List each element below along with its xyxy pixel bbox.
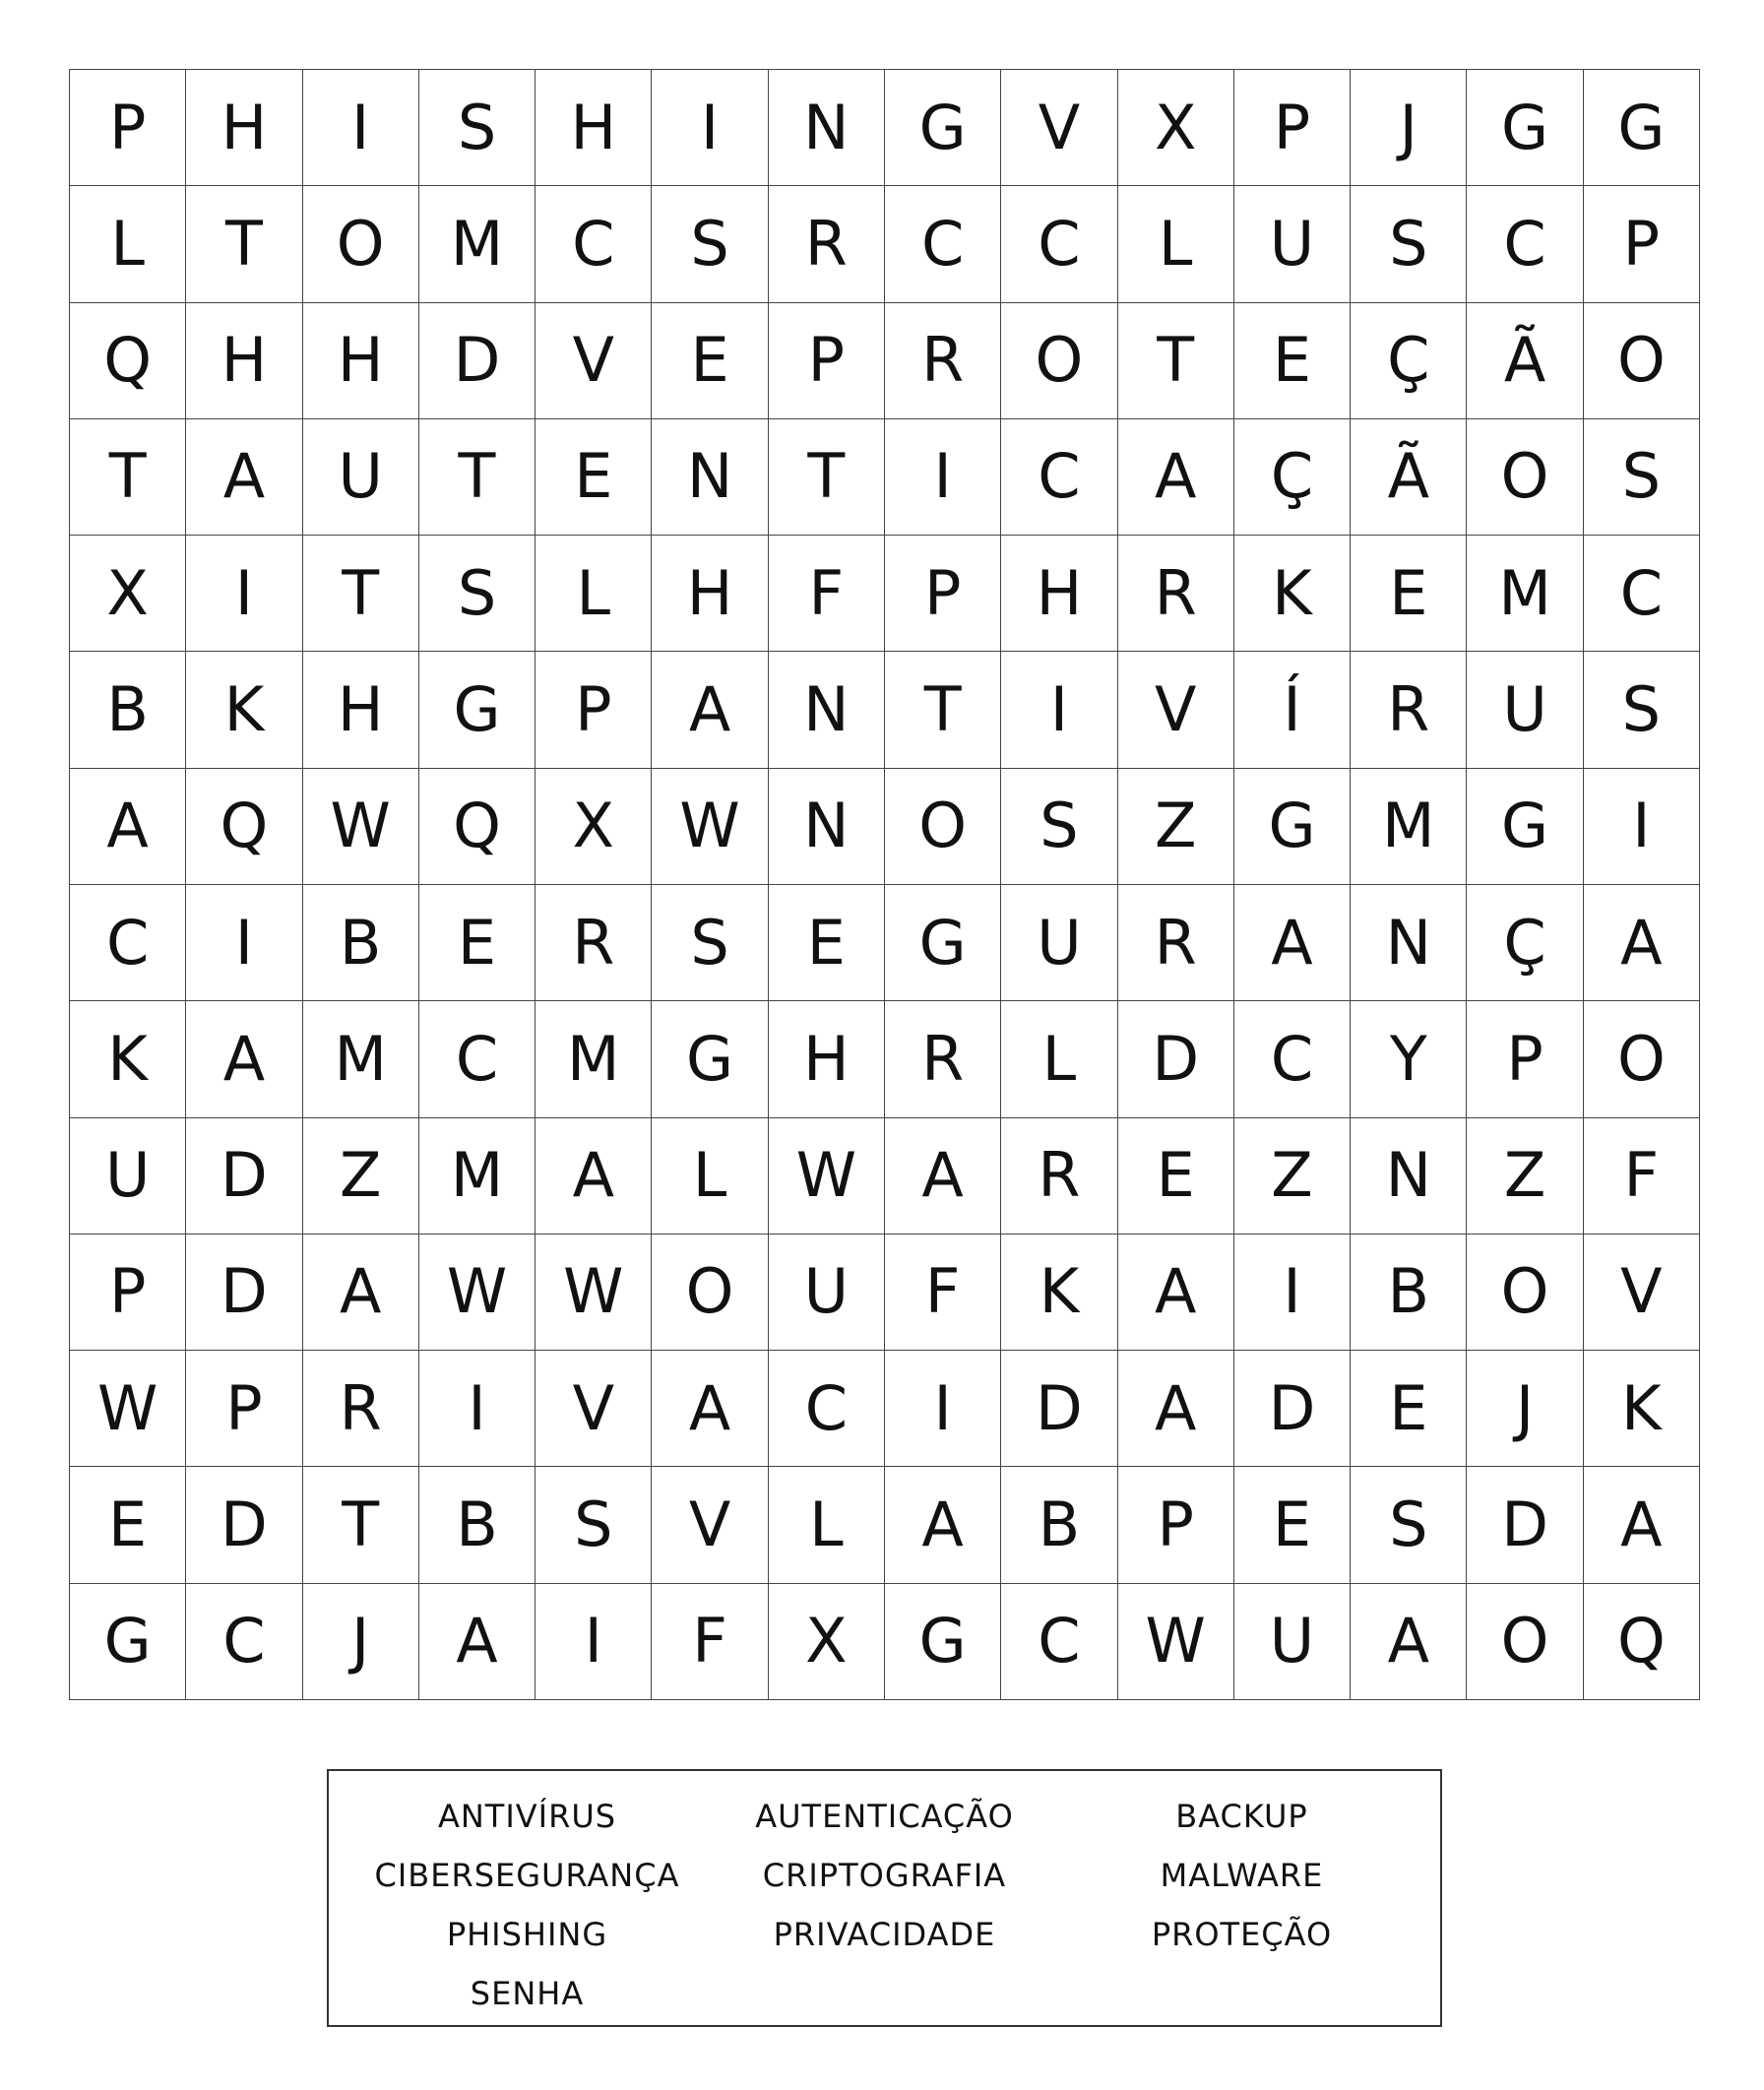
grid-cell[interactable]: Q <box>70 303 186 419</box>
grid-cell[interactable]: S <box>1584 419 1700 536</box>
grid-cell[interactable]: B <box>1001 1467 1117 1583</box>
grid-cell[interactable]: O <box>1467 1584 1583 1700</box>
grid-cell[interactable]: G <box>885 70 1001 186</box>
grid-cell[interactable]: F <box>1584 1118 1700 1235</box>
grid-cell[interactable]: A <box>1584 885 1700 1001</box>
grid-cell[interactable]: R <box>303 1351 419 1467</box>
grid-cell[interactable]: X <box>1118 70 1234 186</box>
grid-cell[interactable]: T <box>885 652 1001 768</box>
grid-cell[interactable]: T <box>186 186 302 302</box>
word-bank-word: CIBERSEGURANÇA <box>374 1857 680 1894</box>
grid-cell[interactable]: N <box>769 70 885 186</box>
grid-cell[interactable]: U <box>70 1118 186 1235</box>
word-search-grid <box>69 69 1700 1700</box>
grid-cell[interactable]: U <box>303 419 419 536</box>
grid-cell[interactable]: F <box>885 1235 1001 1351</box>
grid-cell[interactable]: I <box>885 419 1001 536</box>
grid-cell[interactable]: M <box>1351 769 1467 885</box>
grid-cell[interactable]: J <box>1351 70 1467 186</box>
grid-cell[interactable]: A <box>1234 885 1351 1001</box>
grid-cell[interactable]: O <box>652 1235 768 1351</box>
grid-cell[interactable]: C <box>1467 186 1583 302</box>
grid-cell[interactable]: U <box>1234 1584 1351 1700</box>
word-bank-word: MALWARE <box>1160 1857 1324 1894</box>
grid-cell[interactable]: E <box>1234 303 1351 419</box>
word-bank-word: PRIVACIDADE <box>773 1916 996 1953</box>
grid-cell[interactable]: L <box>1118 186 1234 302</box>
grid-cell[interactable]: Ç <box>1351 303 1467 419</box>
grid-cell[interactable]: Z <box>1118 769 1234 885</box>
grid-cell[interactable]: E <box>652 303 768 419</box>
grid-cell[interactable]: E <box>419 885 536 1001</box>
grid-cell[interactable]: P <box>1118 1467 1234 1583</box>
grid-cell[interactable]: S <box>1351 186 1467 302</box>
grid-cell[interactable]: A <box>1118 1351 1234 1467</box>
grid-cell[interactable]: M <box>303 1001 419 1117</box>
grid-cell[interactable]: R <box>1351 652 1467 768</box>
word-bank-word: SENHA <box>470 1975 585 2012</box>
grid-cell[interactable]: Ã <box>1467 303 1583 419</box>
grid-cell[interactable]: O <box>1584 1001 1700 1117</box>
grid-cell[interactable]: W <box>536 1235 652 1351</box>
grid-cell[interactable]: G <box>885 885 1001 1001</box>
grid-cell[interactable]: C <box>1584 536 1700 652</box>
grid-cell[interactable]: A <box>652 1351 768 1467</box>
grid-cell[interactable]: V <box>1001 70 1117 186</box>
grid-cell[interactable]: A <box>885 1467 1001 1583</box>
grid-cell[interactable]: V <box>536 1351 652 1467</box>
grid-cell[interactable]: A <box>186 1001 302 1117</box>
grid-cell[interactable]: X <box>769 1584 885 1700</box>
grid-cell[interactable]: E <box>1118 1118 1234 1235</box>
grid-cell[interactable]: V <box>1584 1235 1700 1351</box>
grid-cell[interactable]: K <box>70 1001 186 1117</box>
grid-cell[interactable]: G <box>419 652 536 768</box>
grid-cell[interactable]: S <box>1351 1467 1467 1583</box>
grid-cell[interactable]: D <box>1234 1351 1351 1467</box>
grid-cell[interactable]: Í <box>1234 652 1351 768</box>
grid-cell[interactable]: I <box>419 1351 536 1467</box>
word-bank-word: AUTENTICAÇÃO <box>755 1798 1014 1835</box>
grid-cell[interactable]: S <box>536 1467 652 1583</box>
grid-cell[interactable]: R <box>1118 885 1234 1001</box>
grid-cell[interactable]: C <box>536 186 652 302</box>
grid-cell[interactable]: C <box>70 885 186 1001</box>
grid-cell[interactable]: W <box>303 769 419 885</box>
grid-cell[interactable]: G <box>1467 70 1583 186</box>
grid-cell[interactable]: H <box>186 303 302 419</box>
grid-cell[interactable]: I <box>186 885 302 1001</box>
grid-cell[interactable]: C <box>186 1584 302 1700</box>
grid-cell[interactable]: H <box>303 303 419 419</box>
grid-cell[interactable]: F <box>769 536 885 652</box>
word-bank-word: PROTEÇÃO <box>1151 1916 1333 1953</box>
grid-cell[interactable]: P <box>70 70 186 186</box>
grid-cell[interactable]: B <box>70 652 186 768</box>
grid-cell[interactable]: C <box>1234 1001 1351 1117</box>
grid-cell[interactable]: I <box>536 1584 652 1700</box>
grid-cell[interactable]: P <box>885 536 1001 652</box>
grid-cell[interactable]: J <box>1467 1351 1583 1467</box>
grid-cell[interactable]: Z <box>1234 1118 1351 1235</box>
grid-cell[interactable]: A <box>1351 1584 1467 1700</box>
grid-cell[interactable]: B <box>419 1467 536 1583</box>
word-bank-word: PHISHING <box>446 1916 608 1953</box>
grid-cell[interactable]: O <box>1584 303 1700 419</box>
grid-cell[interactable]: E <box>769 885 885 1001</box>
grid-cell[interactable]: T <box>769 419 885 536</box>
grid-cell[interactable]: H <box>652 536 768 652</box>
word-bank-word: BACKUP <box>1175 1798 1308 1835</box>
grid-cell[interactable]: C <box>1001 186 1117 302</box>
grid-cell[interactable]: A <box>652 652 768 768</box>
grid-cell[interactable]: T <box>419 419 536 536</box>
grid-cell[interactable]: Y <box>1351 1001 1467 1117</box>
grid-cell[interactable]: R <box>536 885 652 1001</box>
word-bank <box>327 1769 1442 2027</box>
grid-cell[interactable]: S <box>652 885 768 1001</box>
grid-cell[interactable]: Ã <box>1351 419 1467 536</box>
word-bank-word: CRIPTOGRAFIA <box>762 1857 1007 1894</box>
grid-cell[interactable]: P <box>70 1235 186 1351</box>
grid-cell[interactable]: N <box>1351 885 1467 1001</box>
grid-cell[interactable]: R <box>769 186 885 302</box>
grid-cell[interactable]: T <box>303 1467 419 1583</box>
word-bank-column <box>1065 1787 1418 2025</box>
grid-cell[interactable]: R <box>885 1001 1001 1117</box>
grid-cell[interactable]: D <box>186 1467 302 1583</box>
grid-cell[interactable]: T <box>70 419 186 536</box>
grid-cell[interactable]: H <box>536 70 652 186</box>
grid-cell[interactable]: O <box>1467 1235 1583 1351</box>
grid-cell[interactable]: E <box>1351 536 1467 652</box>
grid-cell[interactable]: L <box>70 186 186 302</box>
grid-cell[interactable]: K <box>186 652 302 768</box>
grid-cell[interactable]: Z <box>303 1118 419 1235</box>
grid-cell[interactable]: S <box>419 536 536 652</box>
grid-cell[interactable]: D <box>1467 1467 1583 1583</box>
grid-cell[interactable]: K <box>1234 536 1351 652</box>
grid-cell[interactable]: S <box>652 186 768 302</box>
grid-cell[interactable]: Ç <box>1234 419 1351 536</box>
grid-cell[interactable]: Q <box>1584 1584 1700 1700</box>
grid-cell[interactable]: W <box>769 1118 885 1235</box>
grid-cell[interactable]: A <box>1584 1467 1700 1583</box>
grid-cell[interactable]: U <box>1467 652 1583 768</box>
grid-cell[interactable]: A <box>186 419 302 536</box>
grid-cell[interactable]: M <box>1467 536 1583 652</box>
grid-cell[interactable]: E <box>536 419 652 536</box>
grid-cell[interactable]: O <box>303 186 419 302</box>
grid-cell[interactable]: R <box>885 303 1001 419</box>
grid-cell[interactable]: P <box>186 1351 302 1467</box>
grid-cell[interactable]: L <box>536 536 652 652</box>
grid-cell[interactable]: I <box>652 70 768 186</box>
grid-cell[interactable]: O <box>1001 303 1117 419</box>
grid-cell[interactable]: R <box>1001 1118 1117 1235</box>
grid-cell[interactable]: T <box>303 536 419 652</box>
grid-cell[interactable]: D <box>186 1118 302 1235</box>
grid-cell[interactable]: Q <box>186 769 302 885</box>
grid-cell[interactable]: O <box>1467 419 1583 536</box>
grid-cell[interactable]: E <box>1234 1467 1351 1583</box>
grid-cell[interactable]: X <box>70 536 186 652</box>
grid-cell[interactable]: N <box>769 769 885 885</box>
grid-cell[interactable]: O <box>885 769 1001 885</box>
grid-cell[interactable]: I <box>1234 1235 1351 1351</box>
grid-cell[interactable]: D <box>1001 1351 1117 1467</box>
grid-cell[interactable]: P <box>536 652 652 768</box>
grid-cell[interactable]: W <box>70 1351 186 1467</box>
grid-cell[interactable]: A <box>419 1584 536 1700</box>
grid-cell[interactable]: G <box>885 1584 1001 1700</box>
grid-cell[interactable]: D <box>186 1235 302 1351</box>
grid-cell[interactable]: H <box>303 652 419 768</box>
grid-cell[interactable]: G <box>70 1584 186 1700</box>
grid-cell[interactable]: C <box>885 186 1001 302</box>
grid-cell[interactable]: M <box>536 1001 652 1117</box>
grid-cell[interactable]: I <box>885 1351 1001 1467</box>
grid-cell[interactable]: C <box>419 1001 536 1117</box>
grid-cell[interactable]: N <box>1351 1118 1467 1235</box>
grid-cell[interactable]: H <box>769 1001 885 1117</box>
grid-cell[interactable]: L <box>652 1118 768 1235</box>
grid-cell[interactable]: C <box>769 1351 885 1467</box>
grid-cell[interactable]: C <box>1001 1584 1117 1700</box>
word-bank-word: ANTIVÍRUS <box>437 1798 617 1835</box>
grid-cell[interactable]: R <box>1118 536 1234 652</box>
grid-cell[interactable]: I <box>303 70 419 186</box>
grid-cell[interactable]: N <box>769 652 885 768</box>
grid-cell[interactable]: V <box>536 303 652 419</box>
grid-cell[interactable]: L <box>1001 1001 1117 1117</box>
grid-cell[interactable]: D <box>419 303 536 419</box>
grid-cell[interactable]: K <box>1584 1351 1700 1467</box>
grid-cell[interactable]: S <box>419 70 536 186</box>
grid-cell[interactable]: P <box>1467 1001 1583 1117</box>
grid-cell[interactable]: U <box>1001 885 1117 1001</box>
grid-cell[interactable]: K <box>1001 1235 1117 1351</box>
grid-cell[interactable]: Z <box>1467 1118 1583 1235</box>
grid-cell[interactable]: F <box>652 1584 768 1700</box>
grid-cell[interactable]: C <box>1001 419 1117 536</box>
grid-cell[interactable]: P <box>1234 70 1351 186</box>
grid-cell[interactable]: E <box>70 1467 186 1583</box>
grid-cell[interactable]: W <box>1118 1584 1234 1700</box>
grid-cell[interactable]: U <box>769 1235 885 1351</box>
word-bank-column <box>350 1787 704 2025</box>
grid-cell[interactable]: Q <box>419 769 536 885</box>
grid-cell[interactable]: M <box>419 1118 536 1235</box>
grid-cell[interactable]: G <box>652 1001 768 1117</box>
grid-cell[interactable]: S <box>1001 769 1117 885</box>
grid-cell[interactable]: I <box>1584 769 1700 885</box>
grid-cell[interactable]: A <box>303 1235 419 1351</box>
grid-cell[interactable]: U <box>1234 186 1351 302</box>
grid-cell[interactable]: V <box>1118 652 1234 768</box>
grid-cell[interactable]: M <box>419 186 536 302</box>
grid-cell[interactable]: H <box>1001 536 1117 652</box>
grid-cell[interactable]: J <box>303 1584 419 1700</box>
grid-cell[interactable]: H <box>186 70 302 186</box>
grid-cell[interactable]: N <box>652 419 768 536</box>
grid-cell[interactable]: P <box>1584 186 1700 302</box>
grid-cell[interactable]: L <box>769 1467 885 1583</box>
grid-cell[interactable]: E <box>1351 1351 1467 1467</box>
grid-cell[interactable]: A <box>536 1118 652 1235</box>
grid-cell[interactable]: G <box>1234 769 1351 885</box>
grid-cell[interactable]: P <box>769 303 885 419</box>
grid-cell[interactable]: W <box>652 769 768 885</box>
grid-cell[interactable]: S <box>1584 652 1700 768</box>
grid-cell[interactable]: I <box>1001 652 1117 768</box>
grid-cell[interactable]: B <box>303 885 419 1001</box>
grid-cell[interactable]: A <box>1118 419 1234 536</box>
grid-cell[interactable]: W <box>419 1235 536 1351</box>
grid-cell[interactable]: A <box>70 769 186 885</box>
grid-cell[interactable]: A <box>1118 1235 1234 1351</box>
word-bank-column <box>708 1787 1061 2025</box>
grid-cell[interactable]: D <box>1118 1001 1234 1117</box>
grid-cell[interactable]: I <box>186 536 302 652</box>
grid-cell[interactable]: V <box>652 1467 768 1583</box>
grid-cell[interactable]: G <box>1467 769 1583 885</box>
grid-cell[interactable]: T <box>1118 303 1234 419</box>
grid-cell[interactable]: B <box>1351 1235 1467 1351</box>
grid-cell[interactable]: X <box>536 769 652 885</box>
grid-cell[interactable]: A <box>885 1118 1001 1235</box>
grid-cell[interactable]: G <box>1584 70 1700 186</box>
grid-cell[interactable]: Ç <box>1467 885 1583 1001</box>
